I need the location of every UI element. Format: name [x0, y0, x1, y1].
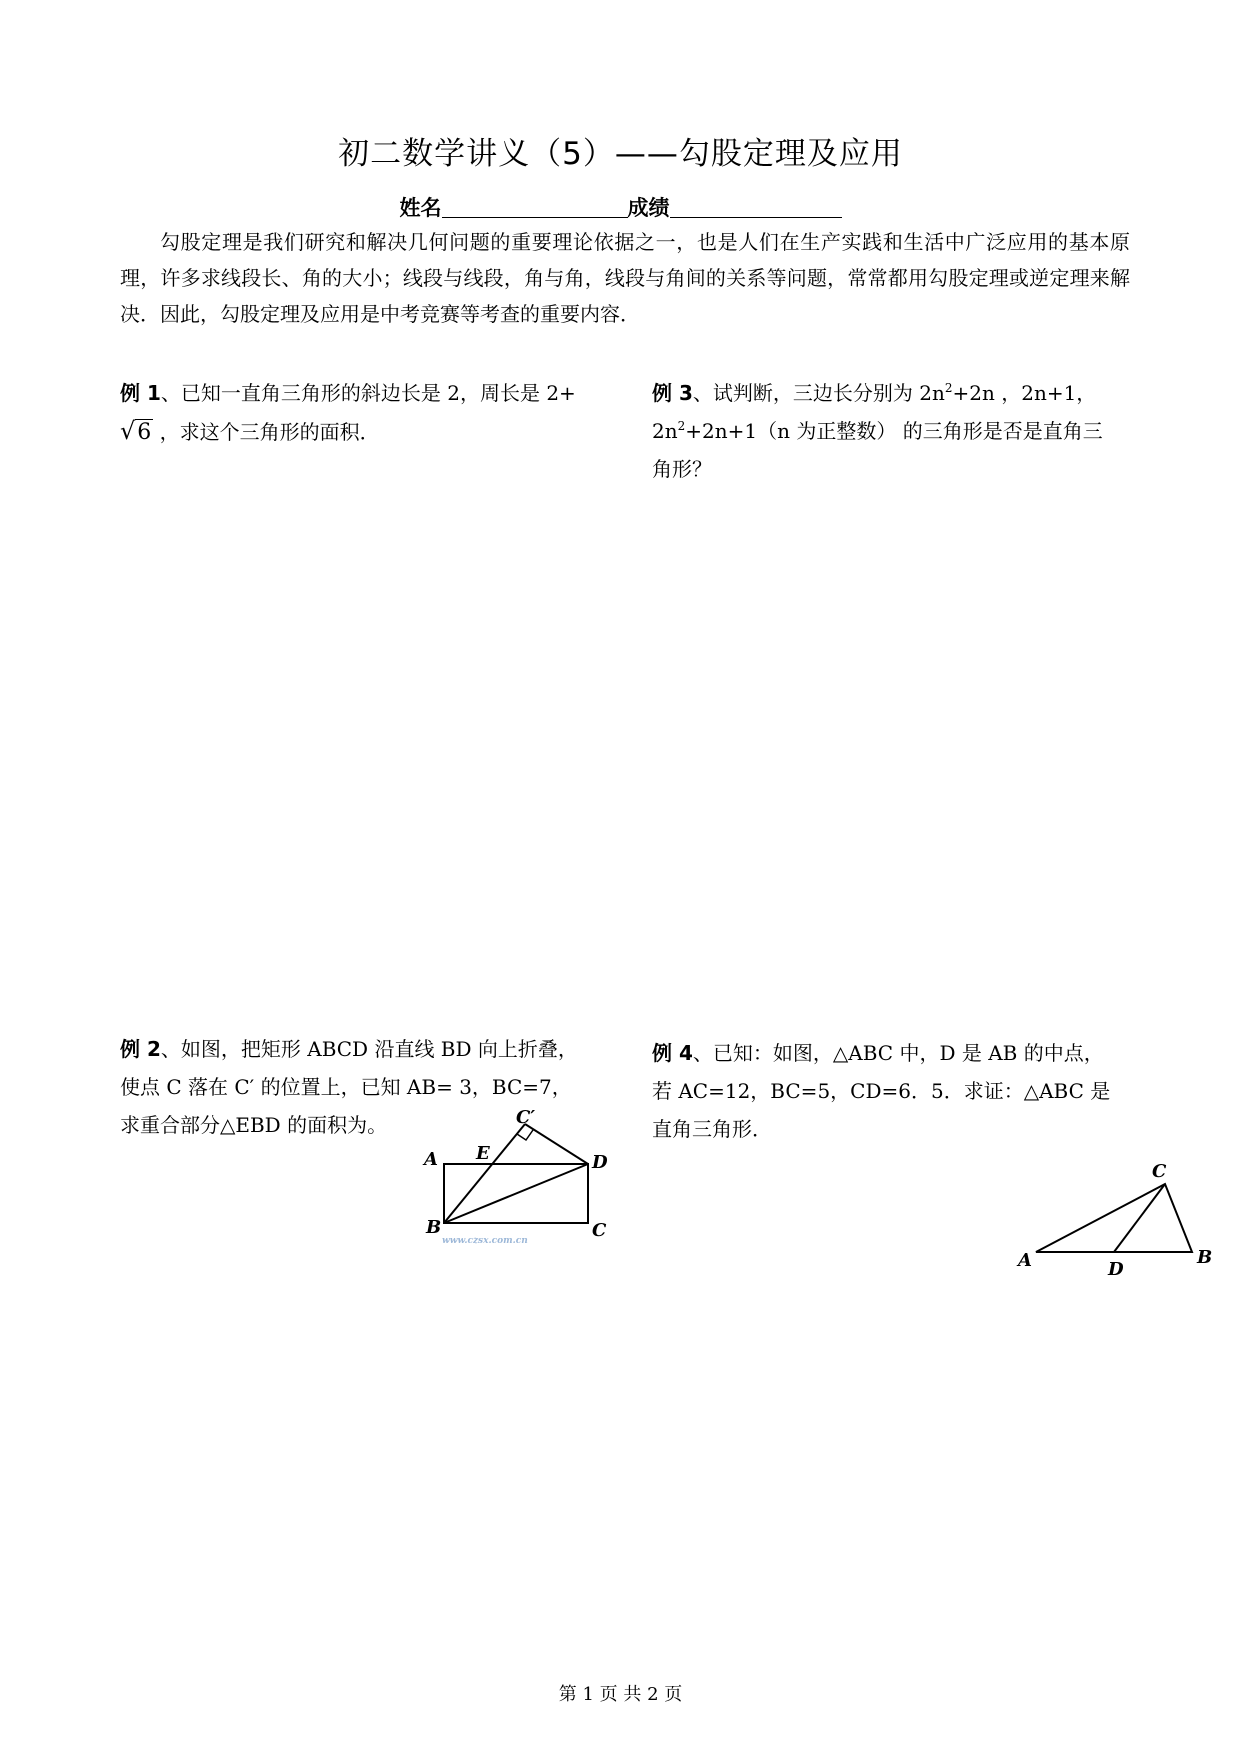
watermark: www.czsx.com.cn: [442, 1236, 528, 1246]
name-label: 姓名: [399, 196, 442, 220]
example-3-label: 例 3: [652, 381, 693, 405]
example-3-text-b: +2n ，2n+1，: [952, 381, 1097, 405]
figure-triangle-abc: [1010, 1155, 1220, 1280]
label-b: B: [426, 1217, 442, 1238]
exponent-2: 2: [677, 419, 686, 433]
page-title: 初二数学讲义（5）——勾股定理及应用: [338, 136, 903, 172]
example-1-text-b: ，求这个三角形的面积．: [159, 420, 380, 444]
example-2-label: 例 2: [120, 1037, 161, 1061]
segment-bc-prime: [444, 1124, 525, 1223]
page-footer: 第 1 页 共 2 页: [558, 1684, 683, 1705]
label-a: A: [424, 1149, 438, 1170]
example-4-label: 例 4: [652, 1041, 693, 1065]
example-3-text-a: 、试判断，三边长分别为 2n: [692, 381, 945, 405]
example-3: [652, 374, 1122, 488]
median-cd: [1114, 1184, 1165, 1252]
example-4-text: 、已知：如图，△ABC 中，D 是 AB 的中点，若 AC=12，BC=5，CD=6．5．求证：△ABC 是直角三角形．: [652, 1041, 1111, 1141]
sqrt-radicand: 6: [137, 420, 152, 445]
score-label: 成绩: [627, 196, 670, 220]
label-a: A: [1018, 1250, 1032, 1271]
label-c: C: [592, 1220, 607, 1241]
label-d: D: [1108, 1259, 1124, 1280]
label-c: C: [1152, 1161, 1167, 1182]
exponent-1: 2: [944, 381, 953, 395]
example-4: [652, 1034, 1122, 1148]
example-3-text-c: 2n: [652, 419, 678, 443]
example-1: [120, 374, 590, 452]
name-score-line: [0, 192, 1241, 222]
label-e: E: [476, 1143, 490, 1164]
example-3-text-d: +2n+1（n 为正整数） 的三角形是否是直角三角形？: [652, 419, 1103, 481]
segment-c-prime-d: [525, 1124, 588, 1164]
sqrt-symbol: √6: [120, 417, 152, 445]
diagonal-bd: [444, 1164, 588, 1223]
figure-rectangle-fold: [420, 1105, 608, 1255]
score-blank: [670, 197, 842, 218]
label-d: D: [592, 1152, 608, 1173]
label-b: B: [1197, 1247, 1213, 1268]
triangle-abc: [1036, 1184, 1192, 1252]
example-1-text-a: 、已知一直角三角形的斜边长是 2，周长是 2+: [160, 381, 576, 405]
name-blank: [442, 197, 628, 218]
label-c-prime: C′: [516, 1107, 536, 1128]
example-2-text: 、如图，把矩形 ABCD 沿直线 BD 向上折叠，使点 C 落在 C′ 的位置上，已知 AB= 3，BC=7，求重合部分△EBD 的面积为。: [120, 1037, 578, 1137]
intro-paragraph: 勾股定理是我们研究和解决几何问题的重要理论依据之一，也是人们在生产实践和生活中广泛应用的基本原理，许多求线段长、角的大小；线段与线段，角与角，线段与角间的关系等问题，常常都用勾股定理或逆定理来解决．因此，勾股定理及应用是中考竞赛等考查的重要内容．: [120, 230, 1130, 326]
example-1-label: 例 1: [120, 381, 161, 405]
